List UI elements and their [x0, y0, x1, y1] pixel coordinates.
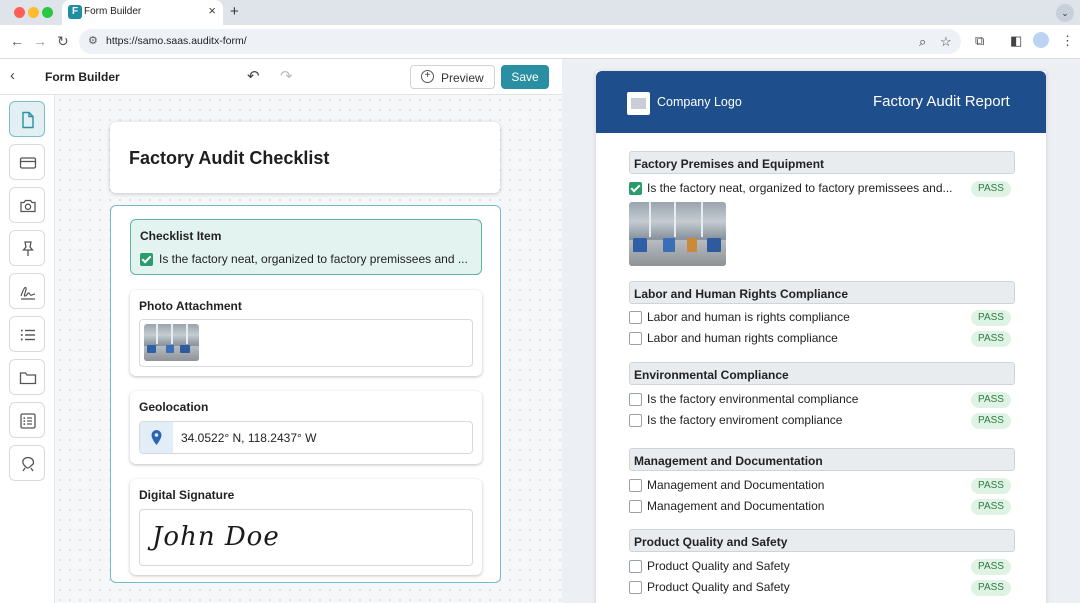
- report-item: [629, 498, 1011, 516]
- close-window-button[interactable]: [14, 7, 25, 18]
- company-logo-image-icon: [627, 92, 650, 115]
- site-settings-icon[interactable]: ⚙: [88, 35, 98, 47]
- checklist-item-text: Is the factory neat, organized to factory premissees and ...: [159, 252, 468, 266]
- item-checkbox[interactable]: [629, 393, 642, 406]
- item-checkbox[interactable]: [629, 479, 642, 492]
- item-checkbox[interactable]: [629, 500, 642, 513]
- item-checkbox[interactable]: [629, 311, 642, 324]
- company-logo-text: Company Logo: [657, 95, 742, 109]
- builder-title: Form Builder: [45, 70, 120, 84]
- url-text: https://samo.saas.auditx-form/: [106, 35, 247, 47]
- report-item: [629, 579, 1011, 597]
- extensions-puzzle-icon[interactable]: ⧉: [975, 33, 985, 48]
- form-title-card[interactable]: [110, 122, 500, 193]
- pass-badge: PASS: [971, 499, 1011, 515]
- item-text: Is the factory neat, organized to factory premissees and...: [647, 181, 953, 195]
- pass-badge: PASS: [971, 559, 1011, 575]
- signature-icon[interactable]: [9, 273, 45, 309]
- save-button[interactable]: Save: [501, 65, 549, 89]
- section-title: Product Quality and Safety: [634, 535, 788, 549]
- pass-badge: PASS: [971, 413, 1011, 429]
- photo-attachment-label: Photo Attachment: [139, 299, 242, 313]
- section-title: Environmental Compliance: [634, 368, 789, 382]
- section-title: Management and Documentation: [634, 454, 823, 468]
- report-section-header: [629, 151, 1015, 174]
- geolocation-label: Geolocation: [139, 400, 209, 414]
- item-text: Labor and human is rights compliance: [647, 310, 850, 324]
- card-icon[interactable]: [9, 144, 45, 180]
- factory-photo: [629, 202, 726, 266]
- profile-avatar-icon[interactable]: [1033, 32, 1049, 48]
- pass-badge: PASS: [971, 580, 1011, 596]
- section-title: Factory Premises and Equipment: [634, 157, 825, 171]
- geolocation-field[interactable]: [139, 421, 473, 454]
- address-bar[interactable]: [79, 29, 961, 54]
- zoom-icon[interactable]: ⌕: [919, 34, 927, 49]
- folder-icon[interactable]: [9, 359, 45, 395]
- item-text: Product Quality and Safety: [647, 559, 790, 573]
- report-document: [596, 71, 1046, 603]
- pass-badge: PASS: [971, 331, 1011, 347]
- section-title: Labor and Human Rights Compliance: [634, 287, 849, 301]
- form-fields-group: [110, 205, 501, 583]
- undo-icon[interactable]: ↶: [247, 68, 260, 85]
- list-icon[interactable]: [9, 316, 45, 352]
- camera-icon[interactable]: [9, 187, 45, 223]
- geolocation-value: 34.0522° N, 118.2437° W: [181, 431, 317, 445]
- report-section-header: [629, 529, 1015, 552]
- report-item: [629, 412, 1011, 430]
- close-tab-icon[interactable]: ×: [208, 3, 216, 18]
- item-text: Is the factory environmental compliance: [647, 392, 859, 406]
- form-builder-favicon: F: [68, 5, 82, 19]
- builder-header: [0, 59, 562, 95]
- item-text: Management and Documentation: [647, 478, 825, 492]
- back-arrow-icon[interactable]: ←: [10, 33, 24, 49]
- report-item: [629, 391, 1011, 409]
- item-text: Management and Documentation: [647, 499, 825, 513]
- item-checkbox[interactable]: [629, 581, 642, 594]
- element-sidebar: [0, 95, 55, 603]
- new-tab-icon[interactable]: +: [230, 3, 239, 20]
- checklist-checkbox[interactable]: [140, 253, 153, 266]
- report-item: [629, 477, 1011, 495]
- factory-photo-thumbnail[interactable]: [144, 324, 199, 361]
- report-item: [629, 309, 1011, 327]
- report-item: [629, 558, 1011, 576]
- geolocation-card[interactable]: [130, 391, 482, 464]
- side-panel-icon[interactable]: ◧: [1010, 33, 1023, 48]
- tab-search-chevron-icon[interactable]: ⌄: [1056, 4, 1074, 22]
- report-section-header: [629, 362, 1015, 385]
- settings-icon[interactable]: [9, 445, 45, 481]
- report-section-header: [629, 281, 1015, 304]
- signature-value: John Doe: [152, 522, 280, 552]
- report-header: [596, 71, 1046, 133]
- browser-tab[interactable]: [62, 0, 223, 26]
- item-text: Labor and human rights compliance: [647, 331, 838, 345]
- plus-circle-icon: +: [421, 70, 434, 83]
- preview-button[interactable]: [410, 65, 495, 89]
- item-checkbox[interactable]: [629, 332, 642, 345]
- bookmark-star-icon[interactable]: ☆: [940, 34, 952, 49]
- item-text: Product Quality and Safety: [647, 580, 790, 594]
- preview-label: Preview: [441, 71, 484, 85]
- checklist-item-label: Checklist Item: [140, 229, 222, 243]
- back-chevron-icon[interactable]: ‹: [10, 67, 15, 84]
- location-pin-icon: [140, 422, 173, 454]
- report-title: Factory Audit Report: [873, 93, 1010, 110]
- forward-arrow-icon[interactable]: →: [33, 33, 47, 49]
- item-checkbox[interactable]: [629, 560, 642, 573]
- redo-icon[interactable]: ↷: [280, 68, 293, 85]
- browser-toolbar: [0, 25, 1080, 59]
- document-icon[interactable]: [9, 101, 45, 137]
- item-checkbox[interactable]: [629, 182, 642, 195]
- digital-signature-label: Digital Signature: [139, 488, 235, 502]
- pass-badge: PASS: [971, 478, 1011, 494]
- checklist-icon[interactable]: [9, 402, 45, 438]
- pass-badge: PASS: [971, 181, 1011, 197]
- pass-badge: PASS: [971, 392, 1011, 408]
- browser-tab-bar: [0, 0, 1080, 25]
- signature-pad[interactable]: [139, 509, 473, 566]
- checklist-item-card[interactable]: [130, 219, 482, 275]
- pin-icon[interactable]: [9, 230, 45, 266]
- form-title: Factory Audit Checklist: [129, 148, 330, 168]
- report-item: [629, 180, 1011, 198]
- tab-title: Form Builder: [84, 6, 142, 17]
- report-preview-panel: [562, 59, 1080, 603]
- photo-dropzone[interactable]: [139, 319, 473, 367]
- form-canvas: [55, 95, 562, 603]
- digital-signature-card[interactable]: [130, 479, 482, 575]
- maximize-window-button[interactable]: [42, 7, 53, 18]
- minimize-window-button[interactable]: [28, 7, 39, 18]
- item-text: Is the factory enviroment compliance: [647, 413, 843, 427]
- browser-menu-icon[interactable]: ⋮: [1061, 33, 1074, 48]
- report-item: [629, 330, 1011, 348]
- photo-attachment-card[interactable]: [130, 290, 482, 376]
- report-section-header: [629, 448, 1015, 471]
- item-checkbox[interactable]: [629, 414, 642, 427]
- pass-badge: PASS: [971, 310, 1011, 326]
- form-builder-panel: [0, 59, 562, 603]
- reload-icon[interactable]: ↻: [57, 33, 69, 49]
